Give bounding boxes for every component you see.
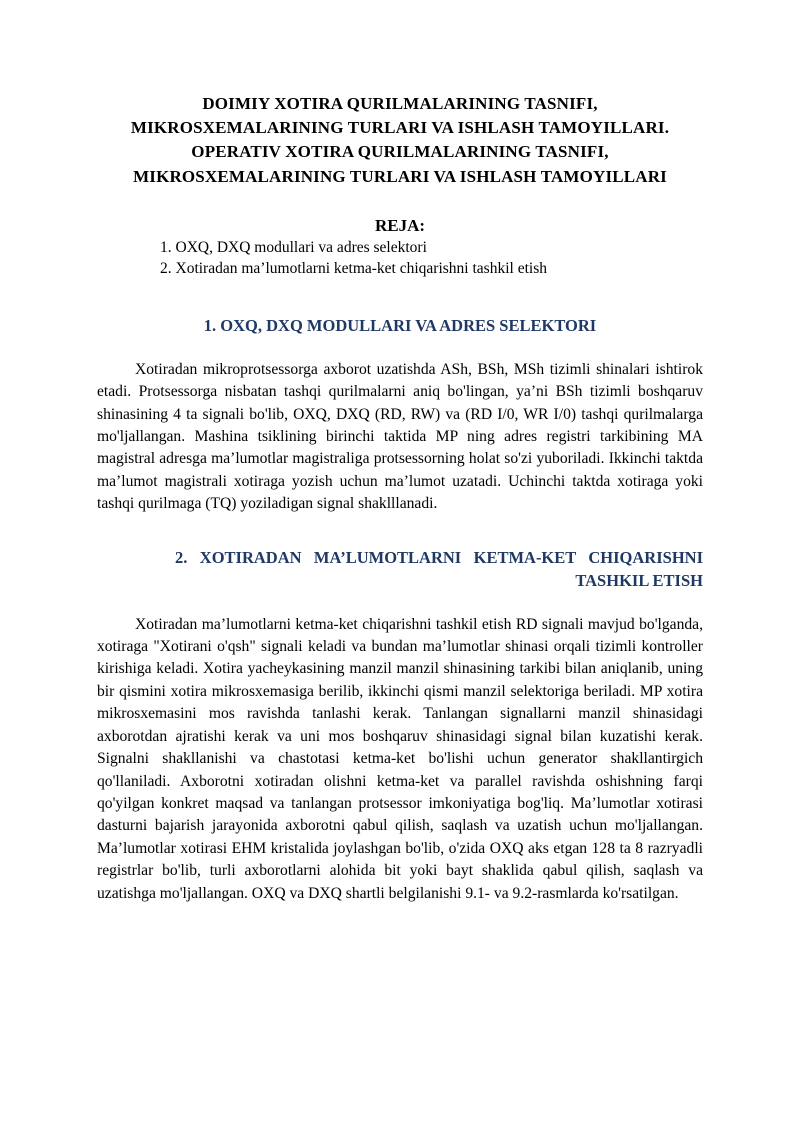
title-line-4: MIKROSXEMALARINING TURLARI VA ISHLASH TAMOYILLARI (133, 166, 667, 186)
section-1-body: Xotiradan mikroprotsessorga axborot uzatishda ASh, BSh, MSh tizimli shinalari ishtirok etadi. Protsessorga nisbatan tashqi qurilmalarni aniq bo'lingan, ya’ni BSh tizimli boshqaruv shinasining 4 ta signali bo'lib, OXQ, DXQ (RD, RW) va (RD I/0, WR I/0) tashqi qurilmalarga mo'ljallangan. Mashina tsiklining birinchi taktida MP ning adres registri tarkibining MA magistral adresga ma’lumotlar magistraliga protsessorning holat so'zi yuboriladi. Ikkinchi taktda ma’lumot magistrali xotiraga yozish uchun ma’lumot uzatadi. Uchinchi taktda xotiraga yoki tashqi qurilmaga (TQ) yoziladigan signal shaklllanadi. (97, 360, 703, 513)
plan-list-item: 1. OXQ, DXQ modullari va adres selektori (160, 238, 427, 256)
plan-heading: REJA: (374, 215, 426, 235)
plan-block (97, 215, 703, 279)
document-title (97, 92, 703, 189)
section-2-heading: 2. XOTIRADAN MA’LUMOTLARNI KETMA-KET CHIQARISHNI TASHKIL ETISH (175, 547, 703, 590)
plan-list-item: 2. Xotiradan ma’lumotlarni ketma-ket chiqarishni tashkil etish (160, 259, 547, 277)
section-2-body: Xotiradan ma’lumotlarni ketma-ket chiqarishni tashkil etish RD signali mavjud bo'lganda, xotiraga "Xotirani o'qsh" signali keladi va bundan ma’lumotlar shinasi orqali tizimli kontroller kirishiga keladi. Xotira yacheykasining manzil manzil shinasining tarkibi bilan aniqlanib, uning bir qismini xotira mikrosxemasiga berilib, ikkinchi qismi manzil selektoriga beriladi. MP xotira mikrosxemasini mos ravishda tanlashi kerak. Tanlangan signallarni manzil shinasidagi axborotdan ajratishi kerak va uni mos boshqaruv shinasidagi signal bilan kuzatishi kerak. Signalni shakllanishi va chastotasi ketma-ket bo'lishi uchun generator shakllantirgich qo'llaniladi. Axborotni xotiradan olishni ketma-ket va parallel ravishda oshishning farqi qo'yilgan konkret maqsad va tanlangan protsessor imkoniyatiga bog'liq. Ma’lumotlar xotirasi dasturni bajarish jarayonida axborotni qabul qilish, saqlash va uzatish uchun mo'ljallangan. Ma’lumotlar xotirasi EHM kristalida joylashgan bo'lib, o'zida OXQ aks etgan 128 ta 8 razryadli registrlar bo'lib, turli axborotlarni alohida bit yoki bayt shaklida qabul qilish, saqlash va uzatishga mo'ljallangan. OXQ va DXQ shartli belgilanishi 9.1- va 9.2-rasmlarda ko'rsatilgan. (97, 615, 703, 902)
document-content (97, 92, 703, 905)
section-1-heading: 1. OXQ, DXQ MODULLARI VA ADRES SELEKTORI (203, 315, 597, 335)
title-line-3: OPERATIV XOTIRA QURILMALARINING TASNIFI, (191, 142, 609, 162)
title-line-2: MIKROSXEMALARINING TURLARI VA ISHLASH TAMOYILLARI. (130, 118, 670, 138)
title-line-1: DOIMIY XOTIRA QURILMALARINING TASNIFI, (202, 94, 598, 113)
plan-list (97, 237, 703, 279)
